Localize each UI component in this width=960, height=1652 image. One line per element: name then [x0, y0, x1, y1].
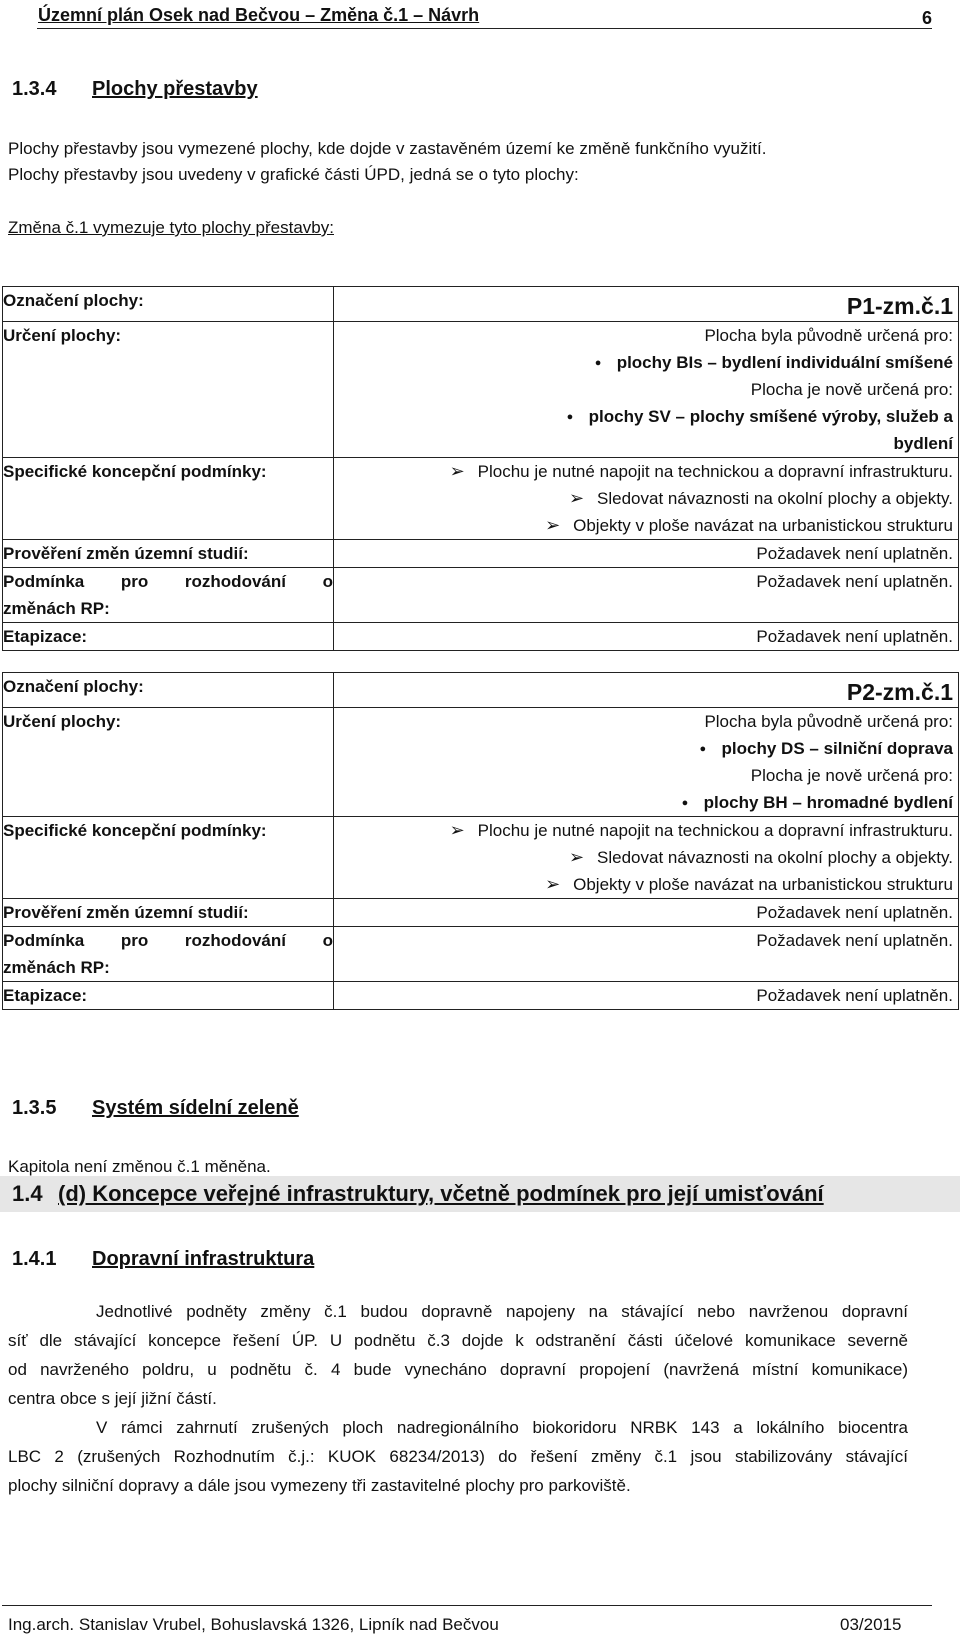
section-heading-1-4-1: [12, 1248, 314, 1271]
label-podminka: Podmínka pro rozhodování o: [3, 931, 333, 950]
original-use-intro: Plocha byla původně určená pro:: [704, 326, 953, 345]
body-line: V rámci zahrnutí zrušených ploch nadregionálního biokoridoru NRBK 143 a lokálního biocentra: [96, 1418, 908, 1437]
section-number: 1.3.4: [12, 78, 57, 100]
label-cell: [3, 287, 334, 322]
plocha-table-p1: [2, 286, 959, 651]
chapter-heading-1-4: [12, 1181, 824, 1207]
section-heading-1-3-4: [12, 78, 258, 101]
value-cell: [334, 287, 959, 322]
plocha-table-p2: [2, 672, 959, 1010]
etapizace-value: Požadavek není uplatněn.: [756, 627, 953, 646]
chapter-title: (d) Koncepce veřejné infrastruktury, včetně podmínek pro její umisťování: [58, 1181, 824, 1206]
section-1-4-1-body: [8, 1297, 908, 1500]
header-divider: [37, 28, 932, 29]
new-use-intro: Plocha je nově určená pro:: [750, 380, 953, 399]
rp-value: Požadavek není uplatněn.: [756, 572, 953, 591]
label-etapizace: Etapizace:: [3, 986, 88, 1005]
label-specificke: Specifické koncepční podmínky:: [3, 462, 267, 481]
label-podminka: Podmínka pro rozhodování o: [3, 572, 333, 591]
plocha-code: P1-zm.č.1: [846, 293, 953, 319]
studie-value: Požadavek není uplatněn.: [756, 903, 953, 922]
label-provereni: Prověření změn územní studií:: [3, 544, 249, 563]
body-line: Jednotlivé podněty změny č.1 budou dopravně napojeny na stávající nebo navrženou dopravní: [96, 1302, 908, 1321]
section-number: 1.3.5: [12, 1097, 57, 1119]
section-number: 1.4.1: [12, 1248, 57, 1270]
condition-3: ➢ Objekty v ploše navázat na urbanistickou strukturu: [573, 516, 953, 535]
new-use-continued: bydlení: [893, 434, 953, 453]
footer-date: 03/2015: [840, 1615, 902, 1634]
condition-2: ➢ Sledovat návaznosti na okolní plochy a objekty.: [597, 489, 953, 508]
footer-author: Ing.arch. Stanislav Vrubel, Bohuslavská 1326, Lipník nad Bečvou: [8, 1615, 499, 1634]
section-title: Dopravní infrastruktura: [92, 1248, 315, 1270]
original-use-intro: Plocha byla původně určená pro:: [704, 712, 953, 731]
label-urceni: Určení plochy:: [3, 712, 122, 731]
label-specificke: Specifické koncepční podmínky:: [3, 821, 267, 840]
label-oznaceni: Označení plochy:: [3, 291, 144, 310]
section-heading-1-3-5: [12, 1097, 299, 1120]
label-oznaceni: Označení plochy:: [3, 677, 144, 696]
condition-1: ➢ Plochu je nutné napojit na technickou a dopravní infrastrukturu.: [478, 821, 953, 840]
new-use: ● plochy SV – plochy smíšené výroby, služeb a: [589, 407, 953, 426]
new-use-intro: Plocha je nově určená pro:: [750, 766, 953, 785]
chapter-number: 1.4: [12, 1181, 43, 1206]
body-line: plochy silniční dopravy a dále jsou vymezeny tři zastavitelné plochy pro parkoviště.: [8, 1476, 631, 1495]
label-provereni: Prověření změn územní studií:: [3, 903, 249, 922]
intro-paragraph-1: Plochy přestavby jsou vymezené plochy, kde dojde v zastavěném území ke změně funkčního využití.: [8, 139, 767, 158]
studie-value: Požadavek není uplatněn.: [756, 544, 953, 563]
body-line: síť dle stávající koncepce řešení ÚP. U podnětu č.3 dojde k odstranění části účelové komunikace severně: [8, 1331, 908, 1350]
footer-divider: [2, 1605, 932, 1606]
label-urceni: Určení plochy:: [3, 326, 122, 345]
document-header-title: Územní plán Osek nad Bečvou – Změna č.1 – Návrh: [38, 5, 480, 25]
section-title: Plochy přestavby: [92, 78, 258, 100]
label-etapizace: Etapizace:: [3, 627, 88, 646]
original-use: ● plochy DS – silniční doprava: [722, 739, 953, 758]
condition-2: ➢ Sledovat návaznosti na okolní plochy a objekty.: [597, 848, 953, 867]
condition-3: ➢ Objekty v ploše navázat na urbanistickou strukturu: [573, 875, 953, 894]
plocha-code: P2-zm.č.1: [846, 679, 953, 705]
section-title: Systém sídelní zeleně: [92, 1097, 299, 1119]
original-use: ● plochy BIs – bydlení individuální smíšené: [617, 353, 953, 372]
body-line: centra obce s její jižní částí.: [8, 1389, 217, 1408]
page-number: 6: [922, 8, 933, 28]
section-1-3-5-text: Kapitola není změnou č.1 měněna.: [8, 1157, 271, 1176]
page-footer: [8, 1615, 908, 1635]
label-podminka-2: změnách RP:: [3, 599, 110, 618]
label-podminka-2: změnách RP:: [3, 958, 110, 977]
new-use: ● plochy BH – hromadné bydlení: [704, 793, 953, 812]
etapizace-value: Požadavek není uplatněn.: [756, 986, 953, 1005]
body-line: LBC 2 (zrušených Rozhodnutím č.j.: KUOK 68234/2013) do řešení změny č.1 jsou stabilizovány stávající: [8, 1447, 908, 1466]
body-line: od navrženého poldru, u podnětu č. 4 bude vynecháno dopravní propojení (navržená místní komunikace): [8, 1360, 908, 1379]
rp-value: Požadavek není uplatněn.: [756, 931, 953, 950]
condition-1: ➢ Plochu je nutné napojit na technickou a dopravní infrastrukturu.: [478, 462, 953, 481]
intro-paragraph-3: Změna č.1 vymezuje tyto plochy přestavby:: [8, 218, 334, 237]
intro-paragraph-2: Plochy přestavby jsou uvedeny v grafické části ÚPD, jedná se o tyto plochy:: [8, 165, 579, 184]
